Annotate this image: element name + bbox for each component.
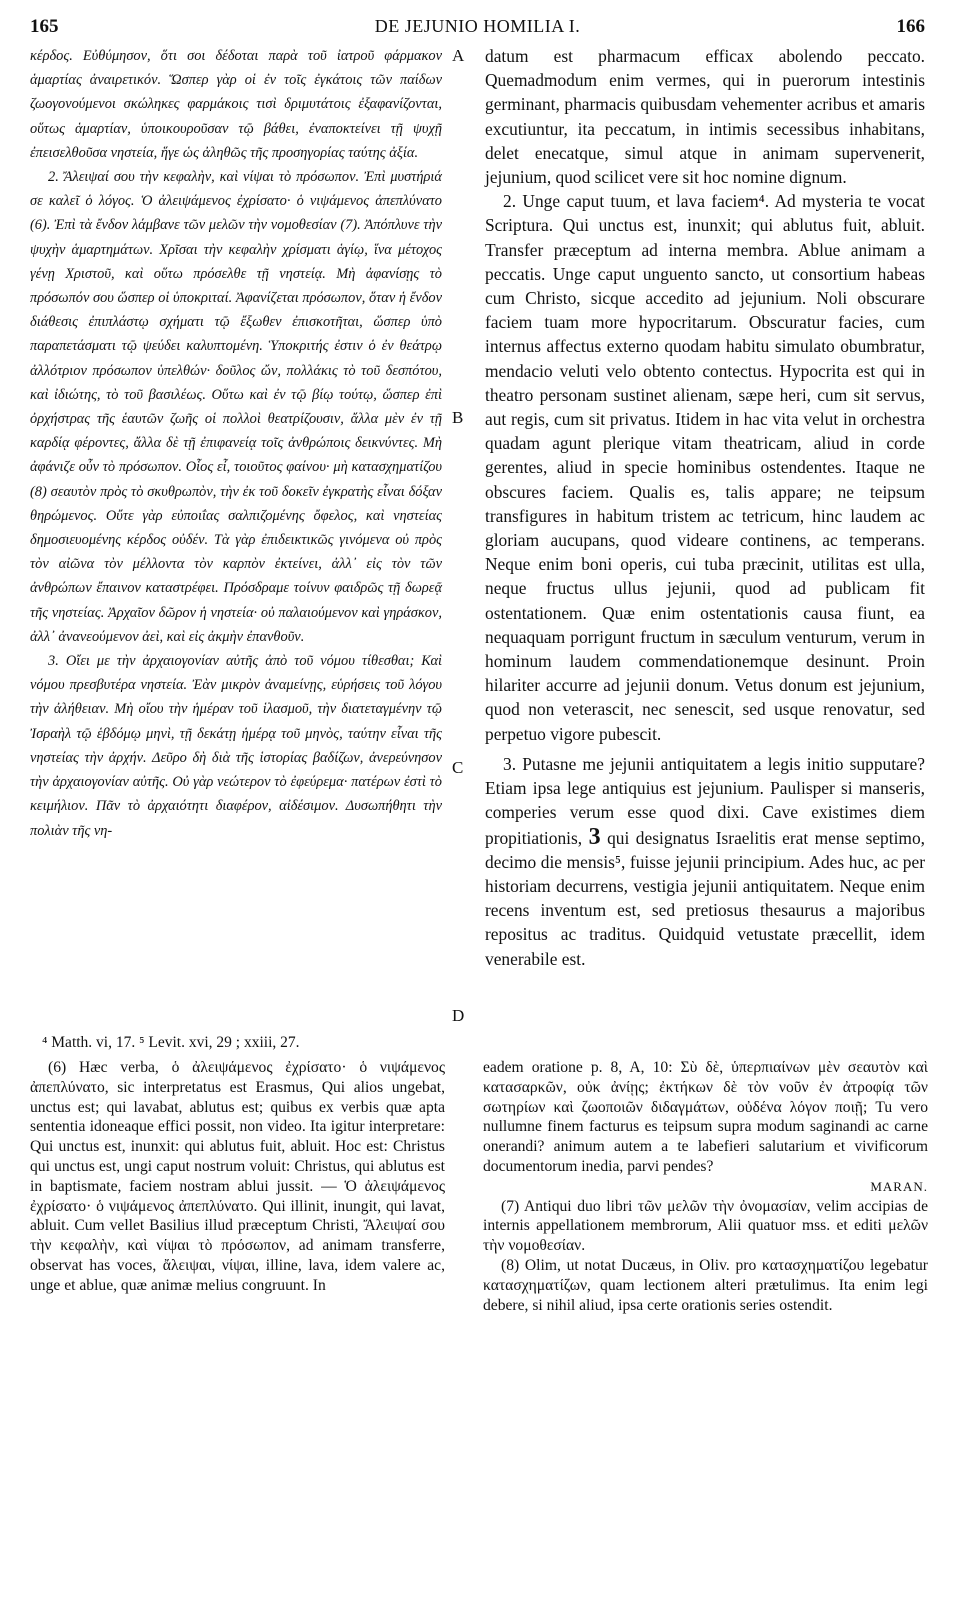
margin-letter-b: B xyxy=(452,408,464,427)
page-header xyxy=(30,16,925,42)
latin-paragraph-3-start: 3. Putasne me jejunii antiquitatem a legis initio supputare? Etiam ipsa lege antiquius est jejunium. Paulisper si manseris, comperies verum esse quod dixi. Cave existimes diem propitiationis, xyxy=(485,753,925,848)
greek-paragraph-1: κέρδος. Εὐθύμησον, ὅτι σοι δέδοται παρὰ τοῦ ἰατροῦ φάρμακον ἁμαρτίας ἀναιρετικόν. Ὥσπερ γὰρ οἱ ἐν τοῖς ἐγκάτοις τῶν παίδων ζωογονούμενοι σκώληκες φαρμάκοις τισὶ δριμυτάτοις ἐξαφανίζονται, οὕτως ἁμαρτίαν, ὑποικουροῦσαν τῷ βάθει, ἐναποκτείνει τῇ ψυχῇ ἐπεισελθοῦσα νηστεία, ἥγε ὡς ἀληθῶς τῆς προσηγορίας ταύτης ἀξία. xyxy=(30,48,442,161)
footnote-left xyxy=(30,1058,445,1296)
greek-paragraph-3: 3. Οἴει με τὴν ἀρχαιογονίαν αὐτῆς ἀπὸ τοῦ νόμου τίθεσθαι; Καὶ νόμου πρεσβυτέρα νηστεία. Ἐὰν μικρὸν ἀναμείνῃς, εὑρήσεις τοῦ λόγου τὴν ἀλήθειαν. Μὴ οἴου τὴν ἡμέραν τοῦ ἱλασμοῦ, τὴν διατεταγμένην τῷ Ἰσραὴλ τῷ ἑβδόμῳ μηνὶ, τῇ δεκάτῃ ἡμέρᾳ τοῦ μηνὸς, ταύτην εἶναι τῆς νηστείας τὴν ἀρχήν. Δεῦρο δὴ διὰ τῆς ἱστορίας βαδίζων, ἀνερεύνησον τὴν ἀρχαιογονίαν αὐτῆς. Οὐ γὰρ νεώτερον τὸ ἐφεύρεμα· πατέρων ἐστὶ τὸ κειμήλιον. Πᾶν τὸ ἀρχαιότητι διαφέρον, αἰδέσιμον. Δυσωπήθητι τὴν πολιὰν τῆς νη- xyxy=(30,653,442,839)
latin-paragraph-3-end: qui designatus Israelitis erat mense septimo, decimo die mensis⁵, fuisse jejunii principium. Ades huc, ac per historiam decurrens, vestigia jejunii antiquitatem. Neque enim recens inventum est, sed pretiosus thesaurus a majoribus repositus ac traditus. Quidquid vetustate præcellit, idem venerabile est. xyxy=(485,827,925,969)
margin-letter-d: D xyxy=(452,1006,465,1025)
column-number-marker: 3 xyxy=(588,823,601,850)
latin-paragraph-2: 2. Unge caput tuum, et lava faciem⁴. Ad mysteria te vocat Scriptura. Qui unctus est, inunxit; qui ablutus fuit, abluit. Transfer præceptum ad interna membra. Ablue animam a peccatis. Unge caput unguento sancto, ut consortium habeas cum Christo, sicque accedito ad jejunium. Noli obscurare faciem tuam more hypocritarum. Obscuratur facies, cum internus affectus externo quodam habitu simulato obumbratur, mendacio veluti velo obtento contectus. Hypocrita est qui in theatro personam sustinet alienam, sæpe heri, cum sit servus, aut regis, cum sit privatus. Itidem in hac vita velut in orchestra quadam agunt plerique vitam theatricam, aliud in corde gerentes, aliud in specie hominibus ostendentes. Itaque ne obscures faciem. Qualis es, talis appare; ne teipsum transfigures in habitum tristem ac tetricum, hinc laudem ac gloriam aucupans, quod videare continens, ac temperans. Neque enim boni operis, cui tuba præcinit, utilitas est ulla, neque fructus ullus jejunii, quod ad publicam fit ostentationem. Quæ enim ostentationis causa fiunt, ea nequaquam porrigunt fructum in sæculum venturum, verum in hominum laudem commendationemque desinunt. Proin hilariter accurre ad jejunii donum. Vetus donum est jejunium, quod non veterascit, nec senescit, sed usque renovatur, sed perpetuo vigore pubescit. xyxy=(485,191,925,744)
footnote-6-continued: eadem oratione p. 8, A, 10: Σὺ δὲ, ὑπερπιαίνων μὲν σεαυτὸν καὶ κατασαρκῶν, οὐκ ἀνίῃς; ἐκτήκων δὲ τὸν νοῦν ἐν ἀτροφίᾳ τῶν σωτηρίων καὶ ζωοποιῶν διδαγμάτων, οὐδένα λόγον ποιῇ; Tu vero nullumne finem facturus es teipsum supra modum saginandi ac carne onerandi? animum autem a te labefieri salutarium et vivificorum documentorum inedia, parvi pendes? xyxy=(483,1059,928,1175)
margin-letter-a: A xyxy=(452,46,465,65)
left-page-number: 165 xyxy=(30,16,59,37)
footnote-right xyxy=(483,1058,928,1315)
footnote-7: (7) Antiqui duo libri τῶν μελῶν τὴν ὀνομασίαν, velim accipias de internis appellationem membrorum, Alii quatuor mss. et editi μελῶν τὴν νομοθεσίαν. xyxy=(483,1197,928,1255)
margin-letter-c: C xyxy=(452,758,464,777)
latin-paragraph-3 xyxy=(485,752,925,971)
footnote-signature: MARAN. xyxy=(870,1178,928,1194)
latin-paragraph-1: datum est pharmacum efficax abolendo peccato. Quemadmodum enim vermes, qui in puerorum intestinis germinant, pharmacis quibusdam vehementer acribus et amaris excutiuntur, ita peccatum, in intimis secessibus inhabitans, delet enecatque, simul atque in animam supervenerit, jejunium, quod scilicet vere sit hoc nomine dignum. xyxy=(485,46,925,188)
footnote-6: (6) Hæc verba, ὁ ἀλειψάμενος ἐχρίσατο· ὁ νιψάμενος ἀπεπλύνατο, sic interpretatus est Erasmus, Qui alios ungebat, unctus est; qui lavabat, ablutus est; quibus ex verbis quæ apta sententia idoneaque effici possit, non video. Ita igitur interpretare: Qui unctus est, inunxit: qui ablutus fuit, abluit. Hoc est: Christus qui unctus est, ungi caput nostrum voluit: Christus, qui ablutus est in baptismate, faciem nostram ablui jussit. — Ὁ ἀλειψάμενος ἐχρίσατο· ὁ νιψάμενος ἀπεπλύνατο. Qui illinit, inungit, qui lavat, abluit. Cum vellet Basilius illud præceptum Christi, Ἄλειψαί σου τὴν κεφαλὴν, καὶ νίψαι τὸ πρόσωπον, ad animam transferre, observat has voces, ἄλειψαι, νίψαι, illine, lava, idem valere ac, unge et ablue, quæ animæ melius congruunt. In xyxy=(30,1059,445,1294)
running-title: DE JEJUNIO HOMILIA I. xyxy=(374,16,581,36)
latin-column xyxy=(485,44,925,971)
footnote-8: (8) Olim, ut notat Ducæus, in Oliv. pro κατασχηματίζου legebatur κατασχηματίζων, quam lectionem alteri prætulimus. Ita enim legi debere, si nihil aliud, ipsa certe orationis series ostendit. xyxy=(483,1256,928,1314)
greek-paragraph-2: 2. Ἄλειψαί σου τὴν κεφαλὴν, καὶ νίψαι τὸ πρόσωπον. Ἐπὶ μυστήριά σε καλεῖ ὁ λόγος. Ὁ ἀλειψάμενος ἐχρίσατο· ὁ νιψάμενος ἀπεπλύνατο (6). Ἐπὶ τὰ ἔνδον λάμβανε τῶν μελῶν τὴν νομοθεσίαν (7). Ἀπόπλυνε τὴν ψυχὴν ἁμαρτημάτων. Χρῖσαι τὴν κεφαλὴν χρίσματι ἁγίῳ, ἵνα μέτοχος γένῃ Χριστοῦ, καὶ οὕτω πρόσελθε τῇ νηστείᾳ. Μὴ ἀφανίσῃς τὸ πρόσωπόν σου ὥσπερ οἱ ὑποκριταί. Ἀφανίζεται πρόσωπον, ὅταν ἡ ἔνδον διάθεσις ἐπιπλάστῳ σχήματι τῷ ἔξωθεν ἐπισκοτῆται, ὥσπερ ὑπὸ παραπετάσματι τῷ ψεύδει καλυπτομένη. Ὑποκριτής ἐστιν ὁ ἐν θεάτρῳ ἀλλότριον πρόσωπον ὑπελθών· δοῦλος ὤν, πολλάκις τὸ τοῦ δεσπότου, καὶ ἰδιώτης, τὸ τοῦ βασιλέως. Οὕτω καὶ ἐν τῷ βίῳ τούτῳ, ὥσπερ ἐπὶ ὀρχήστρας τῆς ἑαυτῶν ζωῆς οἱ πολλοὶ θεατρίζουσιν, ἄλλα μὲν ἐν τῇ καρδίᾳ φέροντες, ἄλλα δὲ τῇ ἐπιφανείᾳ τοῖς ἀνθρώποις δεικνύντες. Μὴ ἀφάνιζε οὖν τὸ πρόσωπον. Οἷος εἶ, τοιοῦτος φαίνου· μὴ κατασχηματίζου (8) σεαυτὸν πρὸς τὸ σκυθρωπὸν, τὴν ἐκ τοῦ δοκεῖν ἐγκρατὴς εἶναι δόξαν θηρώμενος. Οὔτε γὰρ εὐποιΐας σαλπιζομένης ὄφελος, καὶ νηστείας δημοσιευομένης κέρδος οὐδέν. Τὰ γὰρ ἐπιδεικτικῶς γινόμενα οὐ πρὸς τὸν αἰῶνα τὸν μέλλοντα τὸν καρπὸν ἐκτείνει, ἀλλ᾽ εἰς τὸν τῶν ἀνθρώπων ἔπαινον καταστρέφει. Πρόσδραμε τοίνυν φαιδρῶς τῇ δωρεᾷ τῆς νηστείας. Ἀρχαῖον δῶρον ἡ νηστεία· οὐ παλαιούμενον καὶ γηράσκον, ἀλλ᾽ ἀνανεούμενον ἀεὶ, καὶ εἰς ἀκμὴν ἐπανθοῦν. xyxy=(30,169,442,645)
right-page-number: 166 xyxy=(896,16,925,37)
scripture-references: ⁴ Matth. vi, 17. ⁵ Levit. xvi, 29 ; xxiii, 27. xyxy=(42,1034,300,1051)
greek-column xyxy=(30,44,442,843)
